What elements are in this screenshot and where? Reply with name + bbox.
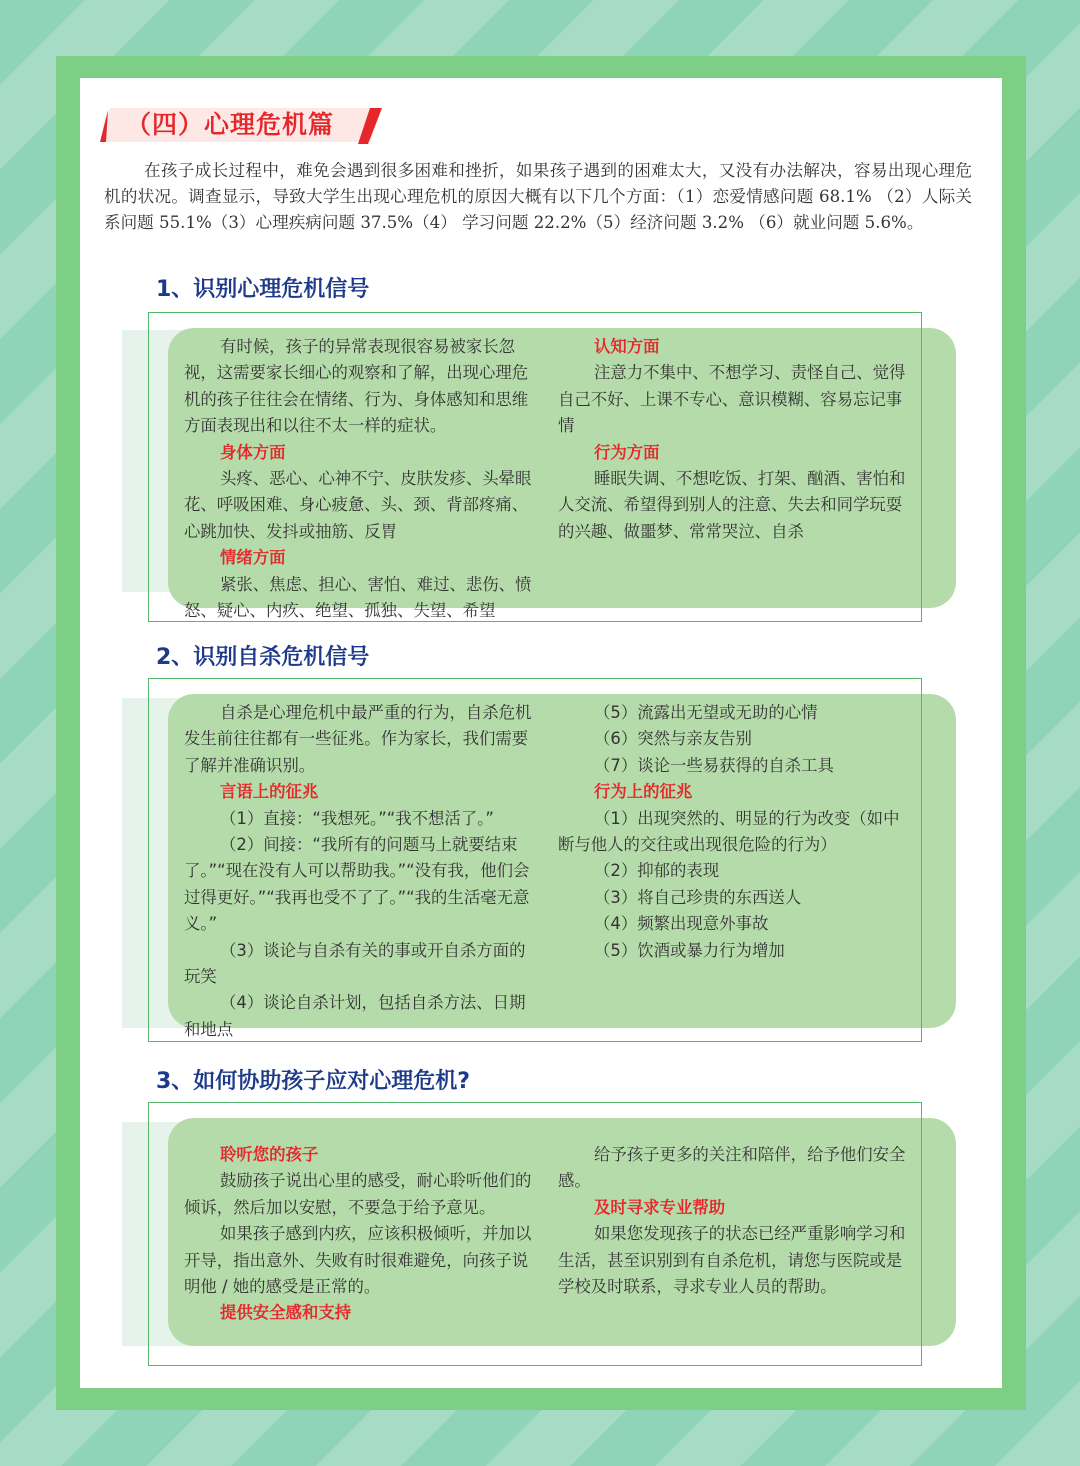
paragraph: 自杀是心理危机中最严重的行为，自杀危机发生前往往都有一些征兆。作为家长，我们需要了解并准确识别。 (184, 703, 532, 775)
subheading: 身体方面 (220, 442, 286, 462)
paragraph: 如果您发现孩子的状态已经严重影响学习和生活，甚至识别到有自杀危机，请您与医院或是学校及时联系，寻求专业人员的帮助。 (558, 1224, 906, 1297)
card-outline (148, 312, 922, 622)
paragraph: 有时候，孩子的异常表现很容易被家长忽视，这需要家长细心的观察和了解，出现心理危机的孩子往往会在情绪、行为、身体感知和思维方面表现出和以往不太一样的症状。 (184, 337, 529, 436)
subheading: 行为上的征兆 (594, 782, 693, 802)
paragraph: 注意力不集中、不想学习、责怪自己、觉得自己不好、上课不专心、意识模糊、容易忘记事情 (558, 363, 906, 436)
section-title-1: 1、识别心理危机信号 (156, 277, 370, 302)
paragraph: 如果孩子感到内疚，应该积极倾听，并加以开导，指出意外、失败有时很难避免，向孩子说明他 / 她的感受是正常的。 (184, 1224, 532, 1297)
paragraph: （5）饮酒或暴力行为增加 (594, 940, 785, 960)
paragraph: 紧张、焦虑、担心、害怕、难过、悲伤、愤怒、疑心、内疚、绝望、孤独、失望、希望 (184, 574, 532, 621)
section-banner (100, 106, 382, 144)
paragraph: （4）频繁出现意外事故 (594, 914, 769, 934)
paragraph: 鼓励孩子说出心里的感受，耐心聆听他们的倾诉，然后加以安慰，不要急于给予意见。 (184, 1171, 532, 1217)
section-title-3: 3、如何协助孩子应对心理危机? (156, 1069, 471, 1094)
card-outline (148, 678, 922, 1042)
subheading: 认知方面 (594, 337, 660, 356)
paragraph: （1）出现突然的、明显的行为改变（如中断与他人的交往或出现很危险的行为） (558, 808, 900, 855)
paragraph: （1）直接：“我想死。”“我不想活了。” (220, 808, 494, 828)
paragraph: 给予孩子更多的关注和陪伴，给予他们安全感。 (558, 1145, 906, 1191)
subheading: 情绪方面 (220, 548, 286, 568)
section-title-2: 2、识别自杀危机信号 (156, 645, 370, 670)
paragraph: 头疼、恶心、心神不宁、皮肤发疹、头晕眼花、呼吸困难、身心疲惫、头、颈、背部疼痛、心跳加快、发抖或抽筋、反胃 (184, 469, 532, 541)
page-title: （四）心理危机篇 (126, 110, 335, 139)
subheading: 言语上的征兆 (220, 782, 319, 802)
intro-text: 在孩子成长过程中，难免会遇到很多困难和挫折，如果孩子遇到的困难太大，又没有办法解决，容易出现心理危机的状况。调查显示，导致大学生出现心理危机的原因大概有以下几个方面：（1）恋爱情感问题 68.1% （2）人际关系问题 55.1%（3）心理疾病问题 37.5%（4） 学习问题 22.2%（5）经济问题 3.2% （6）就业问题 5.6%。 (104, 161, 972, 232)
subheading: 行为方面 (594, 442, 660, 462)
paragraph: （4）谈论自杀计划，包括自杀方法、日期和地点 (184, 993, 526, 1039)
subheading: 聆听您的孩子 (220, 1145, 319, 1164)
paragraph: （3）将自己珍贵的东西送人 (594, 887, 802, 907)
paragraph: （6）突然与亲友告别 (594, 729, 752, 749)
paragraph: （2）间接：“我所有的问题马上就要结束了。”“现在没有人可以帮助我。”“没有我，他们会过得更好。”“我再也受不了了。”“我的生活毫无意义。” (184, 835, 530, 934)
subheading: 及时寻求专业帮助 (594, 1197, 726, 1217)
intro-paragraph (104, 158, 972, 236)
paragraph: （5）流露出无望或无助的心情 (594, 703, 818, 722)
paragraph: （7）谈论一些易获得的自杀工具 (594, 755, 834, 775)
paragraph: （3）谈论与自杀有关的事或开自杀方面的玩笑 (184, 940, 526, 987)
paragraph: 睡眠失调、不想吃饭、打架、酗酒、害怕和人交流、希望得到别人的注意、失去和同学玩耍的兴趣、做噩梦、常常哭泣、自杀 (558, 469, 906, 541)
subheading: 提供安全感和支持 (220, 1303, 352, 1323)
card-outline (148, 1102, 922, 1366)
paragraph: （2）抑郁的表现 (594, 861, 720, 881)
